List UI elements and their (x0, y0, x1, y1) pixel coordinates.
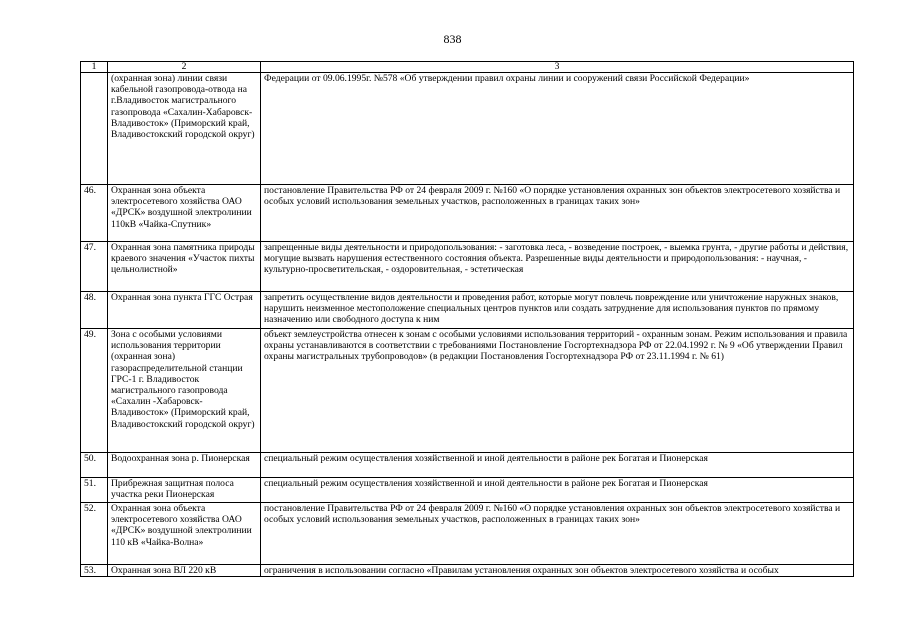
row-number: 53. (81, 565, 108, 577)
zone-name: Охранная зона памятника природы краевого значения «Участок пихты цельнолистной» (108, 242, 261, 292)
zone-regime: специальный режим осуществления хозяйственной и иной деятельности в районе рек Богатая и Пионерская (261, 453, 854, 478)
page-number: 838 (443, 32, 462, 46)
zone-name: Охранная зона объекта электросетевого хозяйства ОАО «ДРСК» воздушной электролинии 110 кВ «Чайка-Волна» (108, 503, 261, 565)
table-row (81, 565, 854, 577)
table-header-row (81, 62, 854, 73)
table-row (81, 329, 854, 453)
zone-regime: запрещенные виды деятельности и природопользования: - заготовка леса, - возведение построек, - выемка грунта, - другие работы и действия, могущие вызвать нарушения естественного состояния объекта. Разрешенные виды деятельности и природопользования: - научная, - культурно-просветительская, - оздоровительная, - эстетическая (261, 242, 854, 292)
table-row (81, 478, 854, 503)
zone-name: Охранная зона ВЛ 220 кВ (108, 565, 261, 577)
row-number: 48. (81, 292, 108, 329)
row-number: 52. (81, 503, 108, 565)
row-number: 50. (81, 453, 108, 478)
header-cell: 3 (261, 62, 854, 73)
zone-name: (охранная зона) линии связи кабельной газопровода-отвода на г.Владивосток магистрального газопровода «Сахалин-Хабаровск-Владивосток» (Приморский край, Владивостокский городской округ) (108, 73, 261, 185)
zone-name: Охранная зона объекта электросетевого хозяйства ОАО «ДРСК» воздушной электролинии 110кВ «Чайка-Спутник» (108, 185, 261, 242)
row-number (81, 73, 108, 185)
zone-name: Водоохранная зона р. Пионерская (108, 453, 261, 478)
zone-regime: объект землеустройства отнесен к зонам с особыми условиями использования территорий - охранным зонам. Режим использования и правила охраны устанавливаются в соответствии с требованиями Постановление Госгортехнадзора РФ от 22.04.1992 г. № 9 «Об утверждении Правил охраны магистральных трубопроводов» (в редакции Постановления Госгортехнадзора РФ от 23.11.1994 г. № 61) (261, 329, 854, 453)
row-number: 51. (81, 478, 108, 503)
zone-regime: запретить осуществление видов деятельности и проведения работ, которые могут повлечь повреждение или уничтожение наружных знаков, нарушить неизменное местоположение специальных центров пунктов или создать затруднение для использования пунктов по прямому назначению или свободного доступа к ним (261, 292, 854, 329)
zone-name: Охранная зона пункта ГГС Острая (108, 292, 261, 329)
zone-regime: ограничения в использовании согласно «Правилам установления охранных зон объектов электросетевого хозяйства и особых (261, 565, 854, 577)
header-cell: 2 (108, 62, 261, 73)
table-row (81, 73, 854, 185)
table-row (81, 292, 854, 329)
zone-regime: постановление Правительства РФ от 24 февраля 2009 г. №160 «О порядке установления охранных зон объектов электросетевого хозяйства и особых условий использования земельных участков, расположенных в границах таких зон» (261, 503, 854, 565)
zone-regime: специальный режим осуществления хозяйственной и иной деятельности в районе рек Богатая и Пионерская (261, 478, 854, 503)
zone-regime: постановление Правительства РФ от 24 февраля 2009 г. №160 «О порядке установления охранных зон объектов электросетевого хозяйства и особых условий использования земельных участков, расположенных в границах таких зон» (261, 185, 854, 242)
zones-table (80, 61, 854, 577)
table-row (81, 185, 854, 242)
table-row (81, 242, 854, 292)
zone-name: Прибрежная защитная полоса участка реки Пионерская (108, 478, 261, 503)
table-row (81, 453, 854, 478)
zone-regime: Федерации от 09.06.1995г. №578 «Об утверждении правил охраны линии и сооружений связи Российской Федерации» (261, 73, 854, 185)
header-cell: 1 (81, 62, 108, 73)
row-number: 46. (81, 185, 108, 242)
table-row (81, 503, 854, 565)
zone-name: Зона с особыми условиями использования территории (охранная зона) газораспределительной станции ГРС-1 г. Владивосток магистрального газопровода «Сахалин -Хабаровск-Владивосток» (Приморский край, Владивостокский городской округ) (108, 329, 261, 453)
row-number: 47. (81, 242, 108, 292)
row-number: 49. (81, 329, 108, 453)
